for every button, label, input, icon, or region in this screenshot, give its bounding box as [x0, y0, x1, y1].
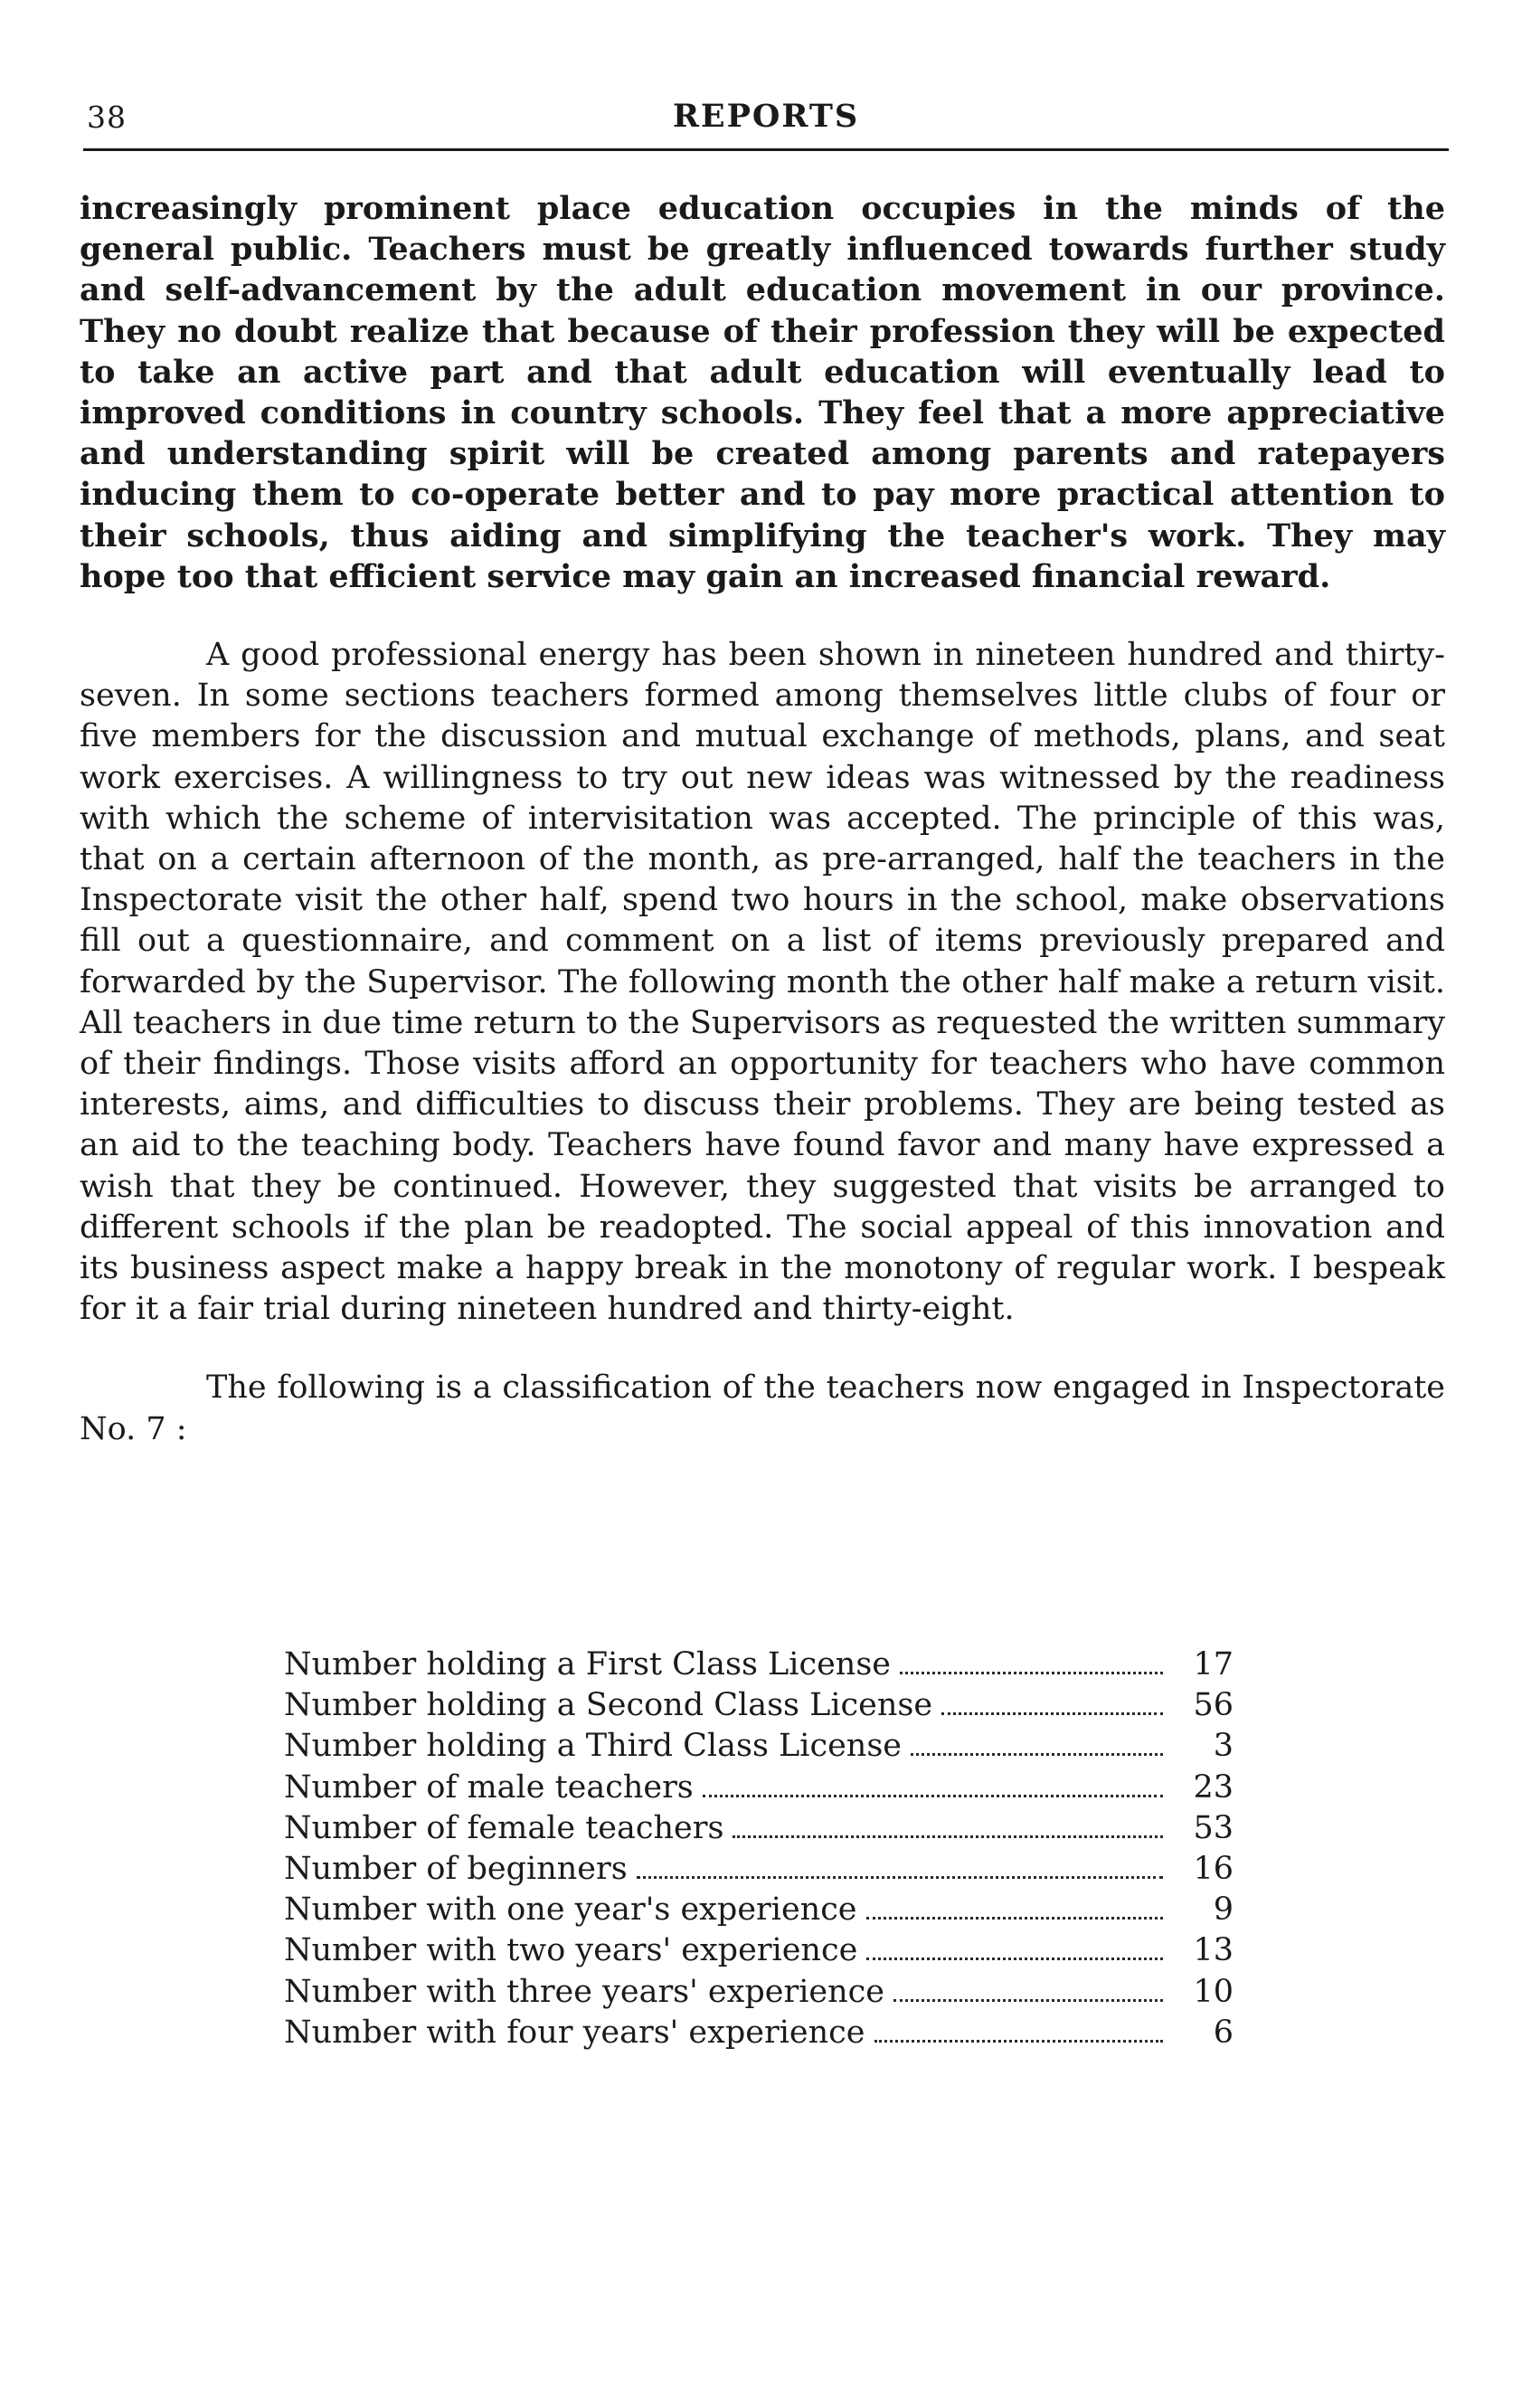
dot-leader [911, 1752, 1163, 1756]
item-value: 23 [1193, 1768, 1234, 1806]
list-item [284, 1932, 1234, 1973]
page-header [80, 94, 1452, 148]
list-item [284, 1810, 1234, 1851]
paragraph-intervisitation: A good professional energy has been shown in nineteen hundred and thirty-seven. In some sections teachers formed among themselves little clubs of four or five members for the discussion and mutual exchange of methods, plans, and seat work exercises. A willingness to try out new ideas was witnessed by the readiness with which the scheme of intervisitation was accepted. The principle of this was, that on a certain afternoon of the month, as pre-arranged, half the teachers in the Inspectorate visit the other half, spend two hours in the school, make observations fill out a questionnaire, and comment on a list of items previously prepared and forwarded by the Supervisor. The following month the other half make a return visit. All teachers in due time return to the Supervisors as requested the written summary of their findings. Those visits afford an opportunity for teachers who have common interests, aims, and difficulties to discuss their problems. They are being tested as an aid to the teaching body. Teachers have found favor and many have expressed a wish that they be continued. However, they suggested that visits be arranged to different schools if the plan be readopted. The social appeal of this innovation and its business aspect make a happy break in the monotony of regular work. I bespeak for it a fair trial during nineteen hundred and thirty-eight. [80, 637, 1445, 1328]
item-label: Number with one year's experience [284, 1891, 857, 1929]
paragraph-adult-education: increasingly prominent place education occupies in the minds of the general public. Teachers must be greatly influenced towards further study and self-advancement by the adult education movement in our province. They no doubt realize that because of their profession they will be expected to take an active part and that adult education will eventually lead to improved conditions in country schools. They feel that a more appreciative and understanding spirit will be created among parents and ratepayers inducing them to co-operate better and to pay more practical attention to their schools, thus aiding and simplifying the teacher's work. They may hope too that efficient service may gain an increased financial reward. [80, 190, 1445, 595]
dot-leader [893, 1998, 1163, 2002]
item-label: Number of female teachers [284, 1809, 724, 1846]
dot-leader [900, 1671, 1163, 1674]
body-text [80, 188, 1445, 1450]
item-label: Number with four years' experience [284, 2014, 865, 2051]
item-label: Number holding a Third Class License [284, 1728, 902, 1765]
page-number: 38 [87, 100, 127, 135]
header-rule [83, 148, 1449, 151]
list-item [284, 1974, 1234, 2015]
item-value: 6 [1213, 2014, 1234, 2051]
dot-leader [874, 2039, 1164, 2043]
item-label: Number of beginners [284, 1850, 628, 1887]
dot-leader [866, 1957, 1163, 1960]
item-label: Number holding a Second Class License [284, 1687, 933, 1724]
list-item [284, 1769, 1234, 1810]
item-value: 3 [1213, 1728, 1234, 1765]
paragraph-spacer [80, 1330, 1445, 1368]
item-label: Number of male teachers [284, 1768, 694, 1806]
item-value: 53 [1193, 1809, 1234, 1846]
item-label: Number holding a First Class License [284, 1646, 892, 1683]
item-value: 17 [1193, 1646, 1234, 1683]
list-item [284, 1891, 1234, 1932]
item-label: Number with three years' experience [284, 1973, 884, 2010]
dot-leader [733, 1834, 1163, 1838]
item-label: Number with two years' experience [284, 1932, 858, 1969]
list-item [284, 1851, 1234, 1891]
dot-leader [941, 1711, 1163, 1715]
item-value: 13 [1193, 1932, 1234, 1969]
dot-leader [703, 1794, 1163, 1797]
list-item [284, 1646, 1234, 1687]
item-value: 10 [1193, 1973, 1234, 2010]
list-item [284, 1687, 1234, 1728]
paragraph-spacer [80, 597, 1445, 635]
list-item [284, 2015, 1234, 2055]
dot-leader [866, 1916, 1163, 1920]
item-value: 9 [1213, 1891, 1234, 1929]
item-value: 56 [1193, 1687, 1234, 1724]
paragraph-classification-intro: The following is a classification of the teachers now engaged in Inspectorate No. 7 : [80, 1370, 1445, 1447]
running-head: REPORTS [672, 98, 860, 135]
classification-list [284, 1646, 1234, 2055]
item-value: 16 [1193, 1850, 1234, 1887]
dot-leader [637, 1875, 1163, 1879]
list-item [284, 1728, 1234, 1768]
